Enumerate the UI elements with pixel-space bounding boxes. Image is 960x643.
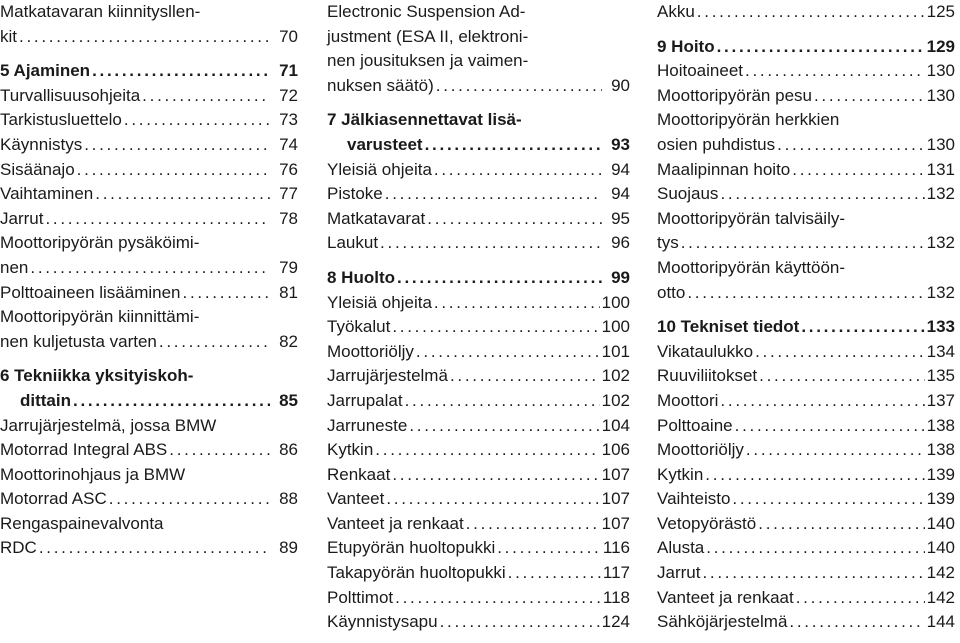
toc-page-number: 107	[601, 489, 630, 509]
toc-entry[interactable]	[0, 0, 298, 49]
dot-leader	[450, 364, 600, 389]
toc-entry-title: Moottori	[657, 390, 719, 410]
toc-page-number: 137	[926, 390, 955, 410]
dot-leader	[717, 35, 925, 60]
toc-page-number: 94	[611, 159, 630, 179]
toc-entry[interactable]	[657, 207, 955, 256]
toc-entry-title: Vaihtaminen	[0, 184, 94, 204]
toc-entry[interactable]	[657, 414, 955, 439]
toc-entry-title: Jarrut	[657, 563, 701, 583]
dot-leader	[395, 586, 601, 611]
toc-entry-title: Vetopyörästö	[657, 513, 757, 533]
toc-entry-title: dittain	[20, 390, 71, 410]
toc-page-number: 130	[926, 85, 955, 105]
dot-leader	[681, 231, 925, 256]
toc-entry-title: Motorrad ASC	[0, 489, 107, 509]
toc-entry[interactable]	[657, 84, 955, 109]
toc-section-heading[interactable]	[657, 315, 955, 340]
toc-page-number: 93	[611, 134, 630, 154]
dot-leader	[705, 463, 924, 488]
toc-entry[interactable]	[327, 487, 630, 512]
toc-entry-title: 10 Tekniset tiedot	[657, 317, 800, 337]
toc-entry-title: Vikataulukko	[657, 341, 754, 361]
toc-entry-title: Renkaat	[327, 464, 391, 484]
dot-leader	[436, 74, 602, 99]
dot-leader	[687, 281, 924, 306]
toc-entry[interactable]	[0, 414, 298, 463]
toc-page-number: 95	[611, 208, 630, 228]
toc-entry[interactable]	[327, 364, 630, 389]
dot-leader	[801, 315, 924, 340]
dot-leader	[45, 207, 270, 232]
dot-leader	[95, 182, 270, 207]
toc-page-number: 139	[926, 489, 955, 509]
toc-page-number: 116	[602, 538, 630, 558]
toc-page-number: 73	[279, 110, 298, 130]
toc-entry-title: 5 Ajaminen	[0, 61, 91, 81]
toc-entry[interactable]	[657, 463, 955, 488]
toc-page-number: 130	[926, 61, 955, 81]
toc-entry[interactable]	[327, 414, 630, 439]
toc-column-2	[327, 0, 630, 635]
toc-entry[interactable]	[327, 0, 630, 98]
dot-leader	[19, 25, 270, 50]
toc-entry-title: tys	[657, 233, 679, 253]
toc-entry-title: Alusta	[657, 538, 705, 558]
dot-leader	[706, 536, 924, 561]
toc-entry-title: nuksen säätö)	[327, 75, 434, 95]
toc-entry-title: 9 Hoito	[657, 36, 715, 56]
toc-entry-title: nen kuljetusta varten	[0, 331, 157, 351]
toc-entry[interactable]	[0, 133, 298, 158]
toc-page-number: 82	[279, 331, 298, 351]
dot-leader	[466, 512, 600, 537]
dot-leader	[702, 561, 924, 586]
toc-entry[interactable]	[0, 182, 298, 207]
toc-entry-title: Turvallisuusohjeita	[0, 85, 141, 105]
toc-page-number: 100	[601, 317, 630, 337]
toc-page-number: 94	[611, 184, 630, 204]
toc-entry-title: justment (ESA II, elektroni-	[327, 26, 529, 46]
toc-entry-title: Kytkin	[327, 440, 374, 460]
toc-entry[interactable]	[657, 0, 955, 25]
toc-entry-title: 8 Huolto	[327, 267, 395, 287]
toc-entry-title: Matkatavarat	[327, 208, 426, 228]
toc-entry-title: Ruuviliitokset	[657, 366, 758, 386]
toc-entry[interactable]	[0, 512, 298, 561]
dot-leader	[39, 536, 270, 561]
toc-entry-title: Vaihteisto	[657, 489, 731, 509]
toc-page-number: 135	[926, 366, 955, 386]
toc-page-number: 100	[601, 292, 630, 312]
dot-leader	[183, 281, 270, 306]
toc-entry[interactable]	[657, 389, 955, 414]
dot-leader	[434, 158, 602, 183]
toc-page-number: 78	[279, 208, 298, 228]
toc-entry-title: kit	[0, 26, 17, 46]
toc-page-number: 133	[926, 317, 955, 337]
toc-entry[interactable]	[0, 305, 298, 354]
toc-entry-title: otto	[657, 282, 686, 302]
toc-page-number: 144	[926, 612, 955, 632]
toc-page-number: 132	[926, 184, 955, 204]
dot-leader	[745, 59, 925, 84]
toc-page-number: 106	[601, 440, 630, 460]
toc-entry-title: Vanteet	[327, 489, 385, 509]
toc-page-number: 131	[926, 159, 955, 179]
dot-leader	[789, 610, 924, 635]
dot-leader	[380, 231, 602, 256]
toc-entry-title: Laukut	[327, 233, 379, 253]
toc-page-number: 77	[279, 184, 298, 204]
toc-entry-title: Vanteet ja renkaat	[657, 587, 794, 607]
toc-section-heading[interactable]	[0, 59, 298, 84]
toc-entry-title: varusteet	[347, 134, 423, 154]
toc-entry-title: Polttoaineen lisääminen	[0, 282, 181, 302]
toc-entry[interactable]	[657, 561, 955, 586]
toc-entry[interactable]	[327, 610, 630, 635]
dot-leader	[427, 207, 602, 232]
toc-entry-title: Käynnistysapu	[327, 612, 438, 632]
dot-leader	[759, 364, 924, 389]
toc-entry-title: Moottoriöljy	[657, 440, 744, 460]
toc-entry[interactable]	[327, 438, 630, 463]
toc-entry[interactable]	[327, 586, 630, 611]
toc-entry-title: Hoitoaineet	[657, 61, 744, 81]
toc-page-number: 71	[279, 61, 298, 81]
dot-leader	[169, 438, 270, 463]
toc-page-number: 102	[601, 366, 630, 386]
toc-entry-title: Sähköjärjestelmä	[657, 612, 788, 632]
dot-leader	[386, 487, 599, 512]
toc-entry-title: Jarruneste	[327, 415, 408, 435]
toc-page-number: 89	[279, 538, 298, 558]
dot-leader	[497, 536, 601, 561]
dot-leader	[508, 561, 601, 586]
toc-section-heading[interactable]	[327, 108, 630, 157]
dot-leader	[434, 291, 600, 316]
toc-entry[interactable]	[327, 158, 630, 183]
toc-section-heading[interactable]	[657, 35, 955, 60]
toc-entry[interactable]	[657, 512, 955, 537]
toc-page-number: 139	[926, 464, 955, 484]
dot-leader	[758, 512, 924, 537]
toc-entry-title: osien puhdistus	[657, 134, 776, 154]
toc-entry[interactable]	[327, 231, 630, 256]
toc-entry[interactable]	[327, 536, 630, 561]
toc-page-number: 125	[926, 2, 955, 21]
toc-entry-title: nen jousituksen ja vaimen-	[327, 51, 529, 71]
toc-page-number: 142	[926, 587, 955, 607]
toc-entry[interactable]	[657, 438, 955, 463]
toc-page-number: 72	[279, 85, 298, 105]
toc-entry-title: Moottoripyörän kiinnittämi-	[0, 307, 200, 327]
dot-leader	[416, 340, 600, 365]
toc-entry-title: Yleisiä ohjeita	[327, 292, 432, 312]
toc-entry[interactable]	[327, 315, 630, 340]
toc-page-number: 138	[926, 415, 955, 435]
toc-entry[interactable]	[327, 561, 630, 586]
toc-entry-title: Jarrut	[0, 208, 44, 228]
dot-leader	[405, 389, 600, 414]
dot-leader	[109, 487, 270, 512]
toc-entry-title: Tarkistusluettelo	[0, 110, 122, 130]
dot-leader	[30, 256, 270, 281]
toc-page-number: 132	[926, 233, 955, 253]
toc-page-number: 74	[279, 134, 298, 154]
dot-leader	[385, 182, 602, 207]
toc-entry-title: Jarrupalat	[327, 390, 403, 410]
toc-entry-title: Vanteet ja renkaat	[327, 513, 464, 533]
toc-entry-title: Kytkin	[657, 464, 704, 484]
toc-section-heading[interactable]	[0, 364, 298, 413]
toc-entry[interactable]	[327, 512, 630, 537]
toc-entry-title: Rengaspainevalvonta	[0, 513, 164, 533]
toc-entry[interactable]	[657, 182, 955, 207]
dot-leader	[409, 414, 599, 439]
toc-entry[interactable]	[0, 84, 298, 109]
toc-page-number: 102	[601, 390, 630, 410]
dot-leader	[777, 133, 924, 158]
toc-page-number: 142	[926, 563, 955, 583]
toc-page-number: 79	[279, 257, 298, 277]
toc-entry[interactable]	[657, 108, 955, 157]
toc-entry[interactable]	[657, 536, 955, 561]
toc-entry-title: Yleisiä ohjeita	[327, 159, 432, 179]
toc-entry-title: Takapyörän huoltopukki	[327, 563, 506, 583]
toc-page-number: 107	[601, 464, 630, 484]
dot-leader	[735, 414, 925, 439]
toc-entry[interactable]	[657, 487, 955, 512]
toc-entry[interactable]	[657, 158, 955, 183]
dot-leader	[124, 108, 270, 133]
toc-entry-title: Moottoripyörän pysäköimi-	[0, 233, 200, 253]
dot-leader	[392, 463, 599, 488]
dot-leader	[440, 610, 600, 635]
toc-entry[interactable]	[327, 463, 630, 488]
toc-entry[interactable]	[0, 231, 298, 280]
dot-leader	[792, 158, 924, 183]
dot-leader	[425, 133, 602, 158]
toc-page-number: 81	[279, 282, 298, 302]
dot-leader	[375, 438, 599, 463]
dot-leader	[392, 315, 599, 340]
toc-entry-title: Suojaus	[657, 184, 719, 204]
toc-column-3	[657, 0, 955, 635]
toc-entry[interactable]	[657, 364, 955, 389]
dot-leader	[92, 59, 270, 84]
toc-entry-title: Moottoripyörän käyttöön-	[657, 257, 846, 277]
toc-entry[interactable]	[327, 340, 630, 365]
toc-page-number: 85	[279, 390, 298, 410]
toc-entry-title: RDC	[0, 538, 37, 558]
toc-entry-title: 6 Tekniikka yksityiskoh-	[0, 366, 194, 386]
toc-section-heading[interactable]	[327, 266, 630, 291]
toc-entry[interactable]	[0, 463, 298, 512]
dot-leader	[746, 438, 925, 463]
toc-page-number: 138	[926, 440, 955, 460]
dot-leader	[697, 0, 925, 25]
toc-entry-title: Polttimot	[327, 587, 394, 607]
dot-leader	[142, 84, 270, 109]
toc-column-1	[0, 0, 298, 561]
toc-page-number: 140	[926, 538, 955, 558]
toc-page-number: 130	[926, 134, 955, 154]
toc-entry-title: Electronic Suspension Ad-	[327, 2, 526, 21]
dot-leader	[77, 158, 270, 183]
toc-entry[interactable]	[327, 291, 630, 316]
toc-page-number: 124	[601, 612, 630, 632]
toc-entry[interactable]	[657, 340, 955, 365]
dot-leader	[814, 84, 925, 109]
toc-page-number: 96	[611, 233, 630, 253]
toc-page-number: 70	[279, 26, 298, 46]
dot-leader	[732, 487, 924, 512]
toc-entry-title: Moottoripyörän talvisäily-	[657, 208, 846, 228]
toc-entry[interactable]	[657, 586, 955, 611]
toc-entry-title: nen	[0, 257, 29, 277]
dot-leader	[796, 586, 925, 611]
toc-entry[interactable]	[657, 610, 955, 635]
toc-page-number: 117	[602, 563, 630, 583]
toc-page-number: 107	[601, 513, 630, 533]
toc-page-number: 99	[611, 267, 630, 287]
dot-leader	[720, 182, 924, 207]
toc-entry-title: Jarrujärjestelmä, jossa BMW	[0, 415, 217, 435]
toc-entry-title: Polttoaine	[657, 415, 733, 435]
toc-entry-title: Moottoripyörän pesu	[657, 85, 812, 105]
toc-entry[interactable]	[0, 108, 298, 133]
toc-entry-title: Työkalut	[327, 317, 391, 337]
toc-entry[interactable]	[657, 256, 955, 305]
toc-page-number: 90	[611, 75, 630, 95]
toc-entry[interactable]	[657, 59, 955, 84]
toc-entry-title: Käynnistys	[0, 134, 83, 154]
toc-entry-title: Pistoke	[327, 184, 383, 204]
toc-entry-title: Akku	[657, 2, 695, 21]
dot-leader	[159, 330, 270, 355]
toc-entry-title: Etupyörän huoltopukki	[327, 538, 496, 558]
toc-page-number: 140	[926, 513, 955, 533]
toc-entry-title: Motorrad Integral ABS	[0, 440, 168, 460]
toc-entry-title: Matkatavaran kiinnitysllen-	[0, 2, 201, 21]
toc-page-number: 76	[279, 159, 298, 179]
dot-leader	[397, 266, 602, 291]
toc-page-number: 88	[279, 489, 298, 509]
toc-page-number: 118	[602, 587, 630, 607]
toc-entry-title: Sisäänajo	[0, 159, 75, 179]
toc-entry-title: Moottoriöljy	[327, 341, 414, 361]
toc-page-number: 86	[279, 440, 298, 460]
toc-page-number: 132	[926, 282, 955, 302]
toc-page-number: 129	[926, 36, 955, 56]
dot-leader	[84, 133, 270, 158]
toc-entry[interactable]	[0, 281, 298, 306]
toc-entry-title: Jarrujärjestelmä	[327, 366, 448, 386]
toc-entry[interactable]	[327, 207, 630, 232]
toc-page-number: 134	[926, 341, 955, 361]
dot-leader	[720, 389, 924, 414]
toc-entry[interactable]	[327, 389, 630, 414]
toc-page-number: 104	[601, 415, 630, 435]
dot-leader	[755, 340, 925, 365]
toc-entry-title: Moottoripyörän herkkien	[657, 110, 840, 130]
toc-entry[interactable]	[0, 158, 298, 183]
toc-entry-title: Maalipinnan hoito	[657, 159, 791, 179]
toc-entry-title: Moottorinohjaus ja BMW	[0, 464, 186, 484]
dot-leader	[73, 389, 270, 414]
toc-entry[interactable]	[327, 182, 630, 207]
toc-page-number: 101	[601, 341, 630, 361]
toc-entry-title: 7 Jälkiasennettavat lisä-	[327, 110, 522, 130]
toc-entry[interactable]	[0, 207, 298, 232]
